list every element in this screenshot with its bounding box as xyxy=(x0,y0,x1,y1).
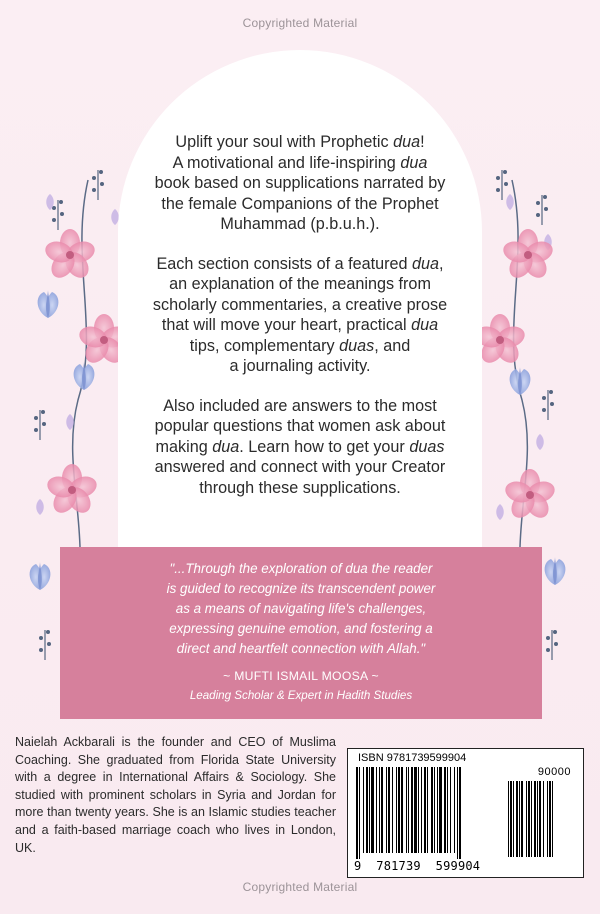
copyright-watermark-bottom: Copyrighted Material xyxy=(242,880,358,894)
author-bio: Naielah Ackbarali is the founder and CEO of Muslima Coaching. She graduated from Florida State University with a degree in International Affairs & Sociology. She studied with prominent scholars in Syria and Jordan for more than twenty years. She is an Islamic studies teacher and a faith-based marriage coach who lives in London, UK. xyxy=(15,735,336,855)
book-description xyxy=(128,132,472,517)
price-code: 90000 xyxy=(537,766,571,778)
description-paragraph-1: Uplift your soul with Prophetic dua! A motivational and life-inspiring dua book based on supplications narrated by the female Companions of the Prophet Muhammad (p.b.u.h.). xyxy=(154,133,446,233)
endorsement-author-role: Leading Scholar & Expert in Hadith Studies xyxy=(189,689,413,702)
description-paragraph-3: Also included are answers to the most popular questions that women ask about making dua. Learn how to get your duas answered and connect with your Creator through these supplications. xyxy=(154,396,446,497)
barcode-bars-icon xyxy=(348,749,583,877)
endorsement-author: ~ MUFTI ISMAIL MOOSA ~ xyxy=(223,669,379,683)
isbn-barcode xyxy=(347,748,584,878)
description-paragraph-2: Each section consists of a featured dua, an explanation of the meanings from scholarly commentaries, a creative prose that will move your heart, practical dua tips, complementary duas, and a journaling activity. xyxy=(152,254,448,375)
isbn-label: ISBN 9781739599904 xyxy=(358,752,467,764)
copyright-watermark-top: Copyrighted Material xyxy=(242,16,358,30)
endorsement-quote: "...Through the exploration of dua the reader is guided to recognize its transcendent power as a means of navigating life's challenges, expressing genuine emotion, and fostering a direct and heartfelt connection with Allah." xyxy=(166,561,436,656)
barcode-digits: 9 781739 599904 xyxy=(354,859,481,873)
